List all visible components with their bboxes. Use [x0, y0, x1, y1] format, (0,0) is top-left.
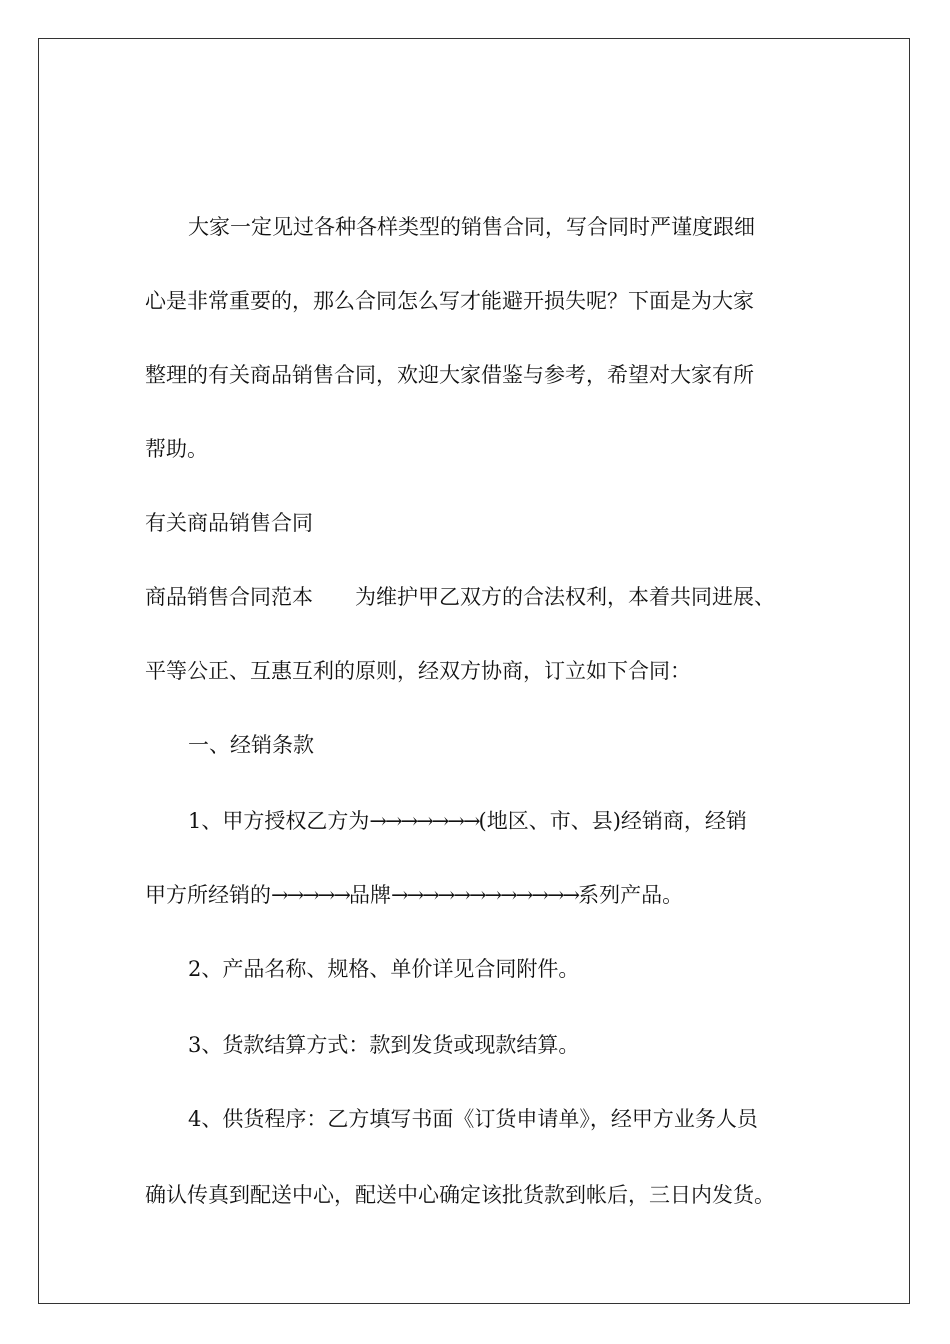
clause-4-line-1: 4、供货程序：乙方填写书面《订货申请单》，经甲方业务人员	[188, 1107, 758, 1131]
intro-paragraph-line-3: 整理的有关商品销售合同，欢迎大家借鉴与参考，希望对大家有所	[145, 363, 754, 387]
intro-paragraph-line-4: 帮助。	[145, 437, 208, 461]
clause-1-text-b: (地区、市、县)经销商，经销	[478, 809, 747, 833]
clause-1-text-d: 品牌	[348, 883, 391, 907]
blank-region-field: →→→→→→→	[369, 809, 479, 833]
clause-1-line-2	[145, 880, 683, 910]
section-heading-distribution-terms: 一、经销条款	[188, 733, 314, 757]
blank-brand-field: →→→→→	[271, 883, 349, 907]
clause-2: 2、产品名称、规格、单价详见合同附件。	[188, 957, 580, 981]
preamble-text: 为维护甲乙双方的合法权利，本着共同进展、	[355, 585, 775, 609]
preamble-line-1	[145, 582, 775, 612]
preamble-line-2: 平等公正、互惠互利的原则，经双方协商，订立如下合同：	[145, 659, 691, 683]
blank-series-field: →→→→→→→→→→→→	[390, 883, 579, 907]
clause-4-line-2: 确认传真到配送中心，配送中心确定该批货款到帐后，三日内发货。	[145, 1183, 775, 1207]
intro-paragraph-line-1: 大家一定见过各种各样类型的销售合同，写合同时严谨度跟细	[188, 215, 755, 239]
clause-1-text-c: 甲方所经销的	[145, 883, 271, 907]
template-label: 商品销售合同范本	[145, 585, 313, 609]
intro-paragraph-line-2: 心是非常重要的，那么合同怎么写才能避开损失呢？下面是为大家	[145, 289, 754, 313]
clause-1-text-a: 1、甲方授权乙方为	[188, 809, 370, 833]
clause-3: 3、货款结算方式：款到发货或现款结算。	[188, 1033, 580, 1057]
document-title: 有关商品销售合同	[145, 511, 313, 535]
clause-1-line-1	[188, 806, 747, 836]
clause-1-text-e: 系列产品。	[578, 883, 684, 907]
